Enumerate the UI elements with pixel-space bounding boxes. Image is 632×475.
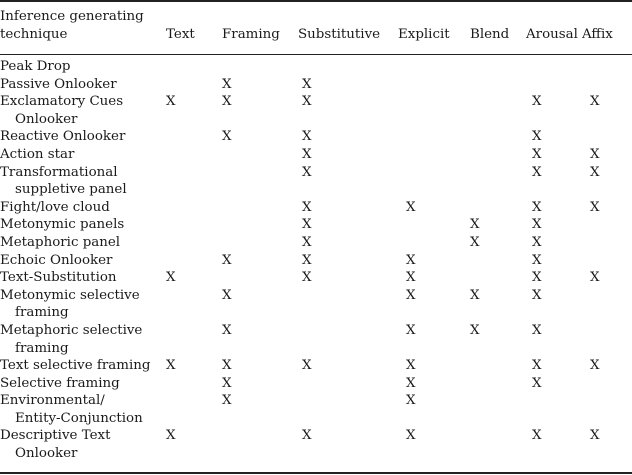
row-mark-cell bbox=[470, 322, 526, 357]
row-mark-cell bbox=[298, 322, 398, 357]
mark-x: X bbox=[222, 129, 232, 145]
header-technique-line1: Inference generating bbox=[0, 9, 144, 24]
row-mark-cell bbox=[470, 146, 526, 164]
row-mark-cell bbox=[470, 269, 526, 287]
table-row bbox=[0, 234, 632, 252]
row-mark-cell bbox=[166, 252, 222, 270]
row-mark-cell bbox=[582, 287, 632, 322]
row-mark-cell bbox=[166, 392, 222, 427]
row-mark-cell bbox=[470, 128, 526, 146]
mark-x: X bbox=[222, 375, 232, 391]
mark-x: X bbox=[166, 94, 176, 110]
technique-label-line: Transformational bbox=[0, 164, 118, 180]
mark-x: X bbox=[302, 270, 312, 286]
row-mark-cell bbox=[298, 252, 398, 270]
mark-x: X bbox=[590, 270, 600, 286]
row-mark-cell bbox=[582, 58, 632, 76]
row-mark-cell bbox=[582, 392, 632, 427]
row-mark-cell bbox=[398, 93, 470, 128]
row-mark-cell bbox=[582, 76, 632, 94]
row-mark-cell bbox=[398, 146, 470, 164]
row-mark-cell bbox=[470, 392, 526, 427]
row-mark-cell bbox=[222, 392, 298, 427]
mark-x: X bbox=[302, 199, 312, 215]
mark-x: X bbox=[406, 199, 416, 215]
mark-x: X bbox=[590, 94, 600, 110]
row-mark-cell bbox=[398, 287, 470, 322]
row-mark-cell bbox=[398, 252, 470, 270]
row-mark-cell bbox=[526, 322, 582, 357]
mark-x: X bbox=[302, 129, 312, 145]
row-mark-cell bbox=[222, 234, 298, 252]
row-mark-cell bbox=[470, 58, 526, 76]
mark-x: X bbox=[590, 428, 600, 444]
row-mark-cell bbox=[470, 216, 526, 234]
mark-x: X bbox=[302, 76, 312, 92]
table-row bbox=[0, 58, 632, 76]
row-mark-cell bbox=[582, 199, 632, 217]
row-mark-cell bbox=[222, 128, 298, 146]
row-mark-cell bbox=[470, 252, 526, 270]
row-mark-cell bbox=[470, 375, 526, 393]
row-mark-cell bbox=[166, 93, 222, 128]
row-mark-cell bbox=[166, 199, 222, 217]
row-mark-cell bbox=[398, 357, 470, 375]
technique-label-line: Metaphoric selective bbox=[0, 322, 143, 338]
row-mark-cell bbox=[222, 76, 298, 94]
table-row bbox=[0, 375, 632, 393]
table-row bbox=[0, 76, 632, 94]
table-row bbox=[0, 199, 632, 217]
row-mark-cell bbox=[166, 322, 222, 357]
row-mark-cell bbox=[470, 199, 526, 217]
row-mark-cell bbox=[582, 269, 632, 287]
technique-label-line: Passive Onlooker bbox=[0, 76, 117, 92]
row-technique-label bbox=[0, 216, 166, 234]
table-row bbox=[0, 357, 632, 375]
row-mark-cell bbox=[166, 216, 222, 234]
technique-label-continuation: Entity-Conjunction bbox=[15, 410, 143, 426]
row-mark-cell bbox=[582, 216, 632, 234]
technique-label-line: Text-Substitution bbox=[0, 270, 117, 286]
header-technique-line2: technique bbox=[0, 27, 68, 42]
row-mark-cell bbox=[526, 93, 582, 128]
row-mark-cell bbox=[398, 76, 470, 94]
mark-x: X bbox=[406, 322, 416, 338]
mark-x: X bbox=[470, 234, 480, 250]
row-mark-cell bbox=[298, 427, 398, 462]
row-mark-cell bbox=[526, 392, 582, 427]
row-mark-cell bbox=[222, 146, 298, 164]
row-technique-label bbox=[0, 93, 166, 128]
mark-x: X bbox=[532, 129, 542, 145]
technique-label-line: Environmental/ bbox=[0, 393, 105, 409]
technique-label-continuation: suppletive panel bbox=[15, 182, 127, 198]
mark-x: X bbox=[166, 270, 176, 286]
row-mark-cell bbox=[166, 128, 222, 146]
row-mark-cell bbox=[398, 427, 470, 462]
table-row bbox=[0, 287, 632, 322]
technique-label-continuation: Onlooker bbox=[15, 446, 78, 462]
table-row bbox=[0, 216, 632, 234]
mark-x: X bbox=[470, 287, 480, 303]
column-header-technique bbox=[0, 0, 166, 52]
row-mark-cell bbox=[526, 146, 582, 164]
row-technique-label bbox=[0, 234, 166, 252]
mark-x: X bbox=[532, 94, 542, 110]
row-technique-label bbox=[0, 128, 166, 146]
row-mark-cell bbox=[470, 76, 526, 94]
technique-label-continuation: framing bbox=[15, 340, 69, 356]
row-mark-cell bbox=[222, 269, 298, 287]
row-mark-cell bbox=[222, 93, 298, 128]
mark-x: X bbox=[222, 322, 232, 338]
row-mark-cell bbox=[298, 269, 398, 287]
row-mark-cell bbox=[166, 76, 222, 94]
row-mark-cell bbox=[222, 375, 298, 393]
table-body bbox=[0, 52, 632, 463]
row-mark-cell bbox=[298, 58, 398, 76]
row-technique-label bbox=[0, 287, 166, 322]
mark-x: X bbox=[532, 164, 542, 180]
table-header bbox=[0, 0, 632, 52]
row-mark-cell bbox=[222, 58, 298, 76]
row-mark-cell bbox=[298, 234, 398, 252]
technique-label-line: Descriptive Text bbox=[0, 428, 111, 444]
technique-label-line: Metonymic panels bbox=[0, 217, 125, 233]
technique-label-line: Action star bbox=[0, 146, 75, 162]
mark-x: X bbox=[470, 322, 480, 338]
table-row bbox=[0, 146, 632, 164]
row-mark-cell bbox=[526, 234, 582, 252]
row-mark-cell bbox=[298, 199, 398, 217]
mark-x: X bbox=[222, 358, 232, 374]
mark-x: X bbox=[166, 428, 176, 444]
row-technique-label bbox=[0, 357, 166, 375]
row-mark-cell bbox=[166, 287, 222, 322]
row-mark-cell bbox=[298, 93, 398, 128]
row-mark-cell bbox=[582, 93, 632, 128]
mark-x: X bbox=[302, 428, 312, 444]
mark-x: X bbox=[532, 199, 542, 215]
table-row bbox=[0, 269, 632, 287]
row-mark-cell bbox=[222, 216, 298, 234]
mark-x: X bbox=[532, 234, 542, 250]
mark-x: X bbox=[406, 358, 416, 374]
row-mark-cell bbox=[166, 375, 222, 393]
mark-x: X bbox=[590, 164, 600, 180]
table-row bbox=[0, 322, 632, 357]
mark-x: X bbox=[222, 287, 232, 303]
column-header-arousal: Arousal bbox=[526, 27, 578, 42]
technique-label-line: Exclamatory Cues bbox=[0, 94, 124, 110]
row-mark-cell bbox=[526, 76, 582, 94]
row-mark-cell bbox=[582, 427, 632, 462]
row-technique-label bbox=[0, 58, 166, 76]
row-mark-cell bbox=[298, 287, 398, 322]
row-mark-cell bbox=[470, 357, 526, 375]
mark-x: X bbox=[590, 199, 600, 215]
row-mark-cell bbox=[526, 58, 582, 76]
row-mark-cell bbox=[582, 234, 632, 252]
row-mark-cell bbox=[582, 357, 632, 375]
row-technique-label bbox=[0, 252, 166, 270]
mark-x: X bbox=[302, 146, 312, 162]
table-row bbox=[0, 392, 632, 427]
technique-label-continuation: Onlooker bbox=[15, 111, 78, 127]
row-mark-cell bbox=[398, 128, 470, 146]
row-mark-cell bbox=[526, 287, 582, 322]
row-mark-cell bbox=[398, 269, 470, 287]
technique-label-line: Selective framing bbox=[0, 375, 120, 391]
column-header-affix: Affix bbox=[582, 27, 613, 42]
mark-x: X bbox=[302, 252, 312, 268]
mark-x: X bbox=[302, 358, 312, 374]
row-mark-cell bbox=[398, 392, 470, 427]
row-mark-cell bbox=[582, 128, 632, 146]
row-mark-cell bbox=[526, 252, 582, 270]
row-technique-label bbox=[0, 146, 166, 164]
row-technique-label bbox=[0, 375, 166, 393]
column-header-text: Text bbox=[166, 27, 195, 42]
mark-x: X bbox=[406, 375, 416, 391]
row-mark-cell bbox=[222, 322, 298, 357]
column-header-explicit: Explicit bbox=[398, 27, 450, 42]
mark-x: X bbox=[302, 94, 312, 110]
row-mark-cell bbox=[298, 216, 398, 234]
row-mark-cell bbox=[298, 164, 398, 199]
mark-x: X bbox=[406, 428, 416, 444]
column-header-substitutive: Substitutive bbox=[298, 27, 381, 42]
row-technique-label bbox=[0, 269, 166, 287]
row-mark-cell bbox=[526, 128, 582, 146]
row-mark-cell bbox=[582, 375, 632, 393]
row-mark-cell bbox=[526, 199, 582, 217]
mark-x: X bbox=[470, 217, 480, 233]
row-mark-cell bbox=[526, 357, 582, 375]
table-row bbox=[0, 252, 632, 270]
technique-label-continuation: framing bbox=[15, 305, 69, 321]
row-mark-cell bbox=[166, 58, 222, 76]
table-row bbox=[0, 93, 632, 128]
column-header-blend: Blend bbox=[470, 27, 510, 42]
row-mark-cell bbox=[582, 164, 632, 199]
row-mark-cell bbox=[166, 146, 222, 164]
row-mark-cell bbox=[470, 234, 526, 252]
row-mark-cell bbox=[526, 164, 582, 199]
row-mark-cell bbox=[222, 287, 298, 322]
column-header-framing: Framing bbox=[222, 27, 280, 42]
technique-label-line: Metonymic selective bbox=[0, 287, 140, 303]
technique-label-line: Metaphoric panel bbox=[0, 234, 121, 250]
mark-x: X bbox=[406, 270, 416, 286]
mark-x: X bbox=[532, 322, 542, 338]
row-mark-cell bbox=[222, 199, 298, 217]
row-mark-cell bbox=[398, 375, 470, 393]
mark-x: X bbox=[532, 287, 542, 303]
row-technique-label bbox=[0, 427, 166, 462]
table-row bbox=[0, 164, 632, 199]
row-mark-cell bbox=[526, 216, 582, 234]
technique-label-line: Fight/love cloud bbox=[0, 199, 110, 215]
mark-x: X bbox=[302, 164, 312, 180]
mark-x: X bbox=[532, 270, 542, 286]
row-mark-cell bbox=[470, 287, 526, 322]
row-mark-cell bbox=[298, 357, 398, 375]
table-row bbox=[0, 427, 632, 462]
row-mark-cell bbox=[526, 427, 582, 462]
technique-label-line: Reactive Onlooker bbox=[0, 129, 126, 145]
row-mark-cell bbox=[398, 164, 470, 199]
mark-x: X bbox=[590, 358, 600, 374]
mark-x: X bbox=[302, 234, 312, 250]
row-mark-cell bbox=[166, 357, 222, 375]
row-mark-cell bbox=[526, 375, 582, 393]
row-mark-cell bbox=[166, 234, 222, 252]
row-mark-cell bbox=[470, 427, 526, 462]
mark-x: X bbox=[532, 146, 542, 162]
row-mark-cell bbox=[470, 164, 526, 199]
mark-x: X bbox=[222, 252, 232, 268]
mark-x: X bbox=[532, 358, 542, 374]
row-mark-cell bbox=[222, 252, 298, 270]
row-mark-cell bbox=[298, 128, 398, 146]
row-mark-cell bbox=[398, 322, 470, 357]
mark-x: X bbox=[590, 146, 600, 162]
row-technique-label bbox=[0, 76, 166, 94]
technique-label-line: Peak Drop bbox=[0, 59, 71, 74]
mark-x: X bbox=[222, 94, 232, 110]
row-mark-cell bbox=[222, 427, 298, 462]
row-mark-cell bbox=[398, 199, 470, 217]
row-mark-cell bbox=[222, 357, 298, 375]
row-technique-label bbox=[0, 392, 166, 427]
row-mark-cell bbox=[298, 392, 398, 427]
mark-x: X bbox=[532, 252, 542, 268]
mark-x: X bbox=[532, 428, 542, 444]
row-mark-cell bbox=[582, 146, 632, 164]
row-mark-cell bbox=[470, 93, 526, 128]
row-mark-cell bbox=[298, 375, 398, 393]
row-technique-label bbox=[0, 322, 166, 357]
mark-x: X bbox=[406, 393, 416, 409]
table-row bbox=[0, 128, 632, 146]
technique-label-line: Echoic Onlooker bbox=[0, 252, 113, 268]
row-mark-cell bbox=[582, 322, 632, 357]
bottom-rule bbox=[0, 472, 632, 474]
mark-x: X bbox=[222, 393, 232, 409]
mark-x: X bbox=[166, 358, 176, 374]
row-mark-cell bbox=[166, 427, 222, 462]
row-technique-label bbox=[0, 199, 166, 217]
row-technique-label bbox=[0, 164, 166, 199]
row-mark-cell bbox=[526, 269, 582, 287]
mark-x: X bbox=[406, 252, 416, 268]
row-mark-cell bbox=[398, 234, 470, 252]
row-mark-cell bbox=[222, 164, 298, 199]
row-mark-cell bbox=[398, 216, 470, 234]
mark-x: X bbox=[532, 217, 542, 233]
mark-x: X bbox=[222, 76, 232, 92]
row-mark-cell bbox=[166, 164, 222, 199]
row-mark-cell bbox=[298, 76, 398, 94]
row-mark-cell bbox=[582, 252, 632, 270]
row-mark-cell bbox=[398, 58, 470, 76]
mark-x: X bbox=[302, 217, 312, 233]
mark-x: X bbox=[532, 375, 542, 391]
mark-x: X bbox=[406, 287, 416, 303]
row-mark-cell bbox=[166, 269, 222, 287]
technique-label-line: Text selective framing bbox=[0, 358, 151, 374]
row-mark-cell bbox=[298, 146, 398, 164]
